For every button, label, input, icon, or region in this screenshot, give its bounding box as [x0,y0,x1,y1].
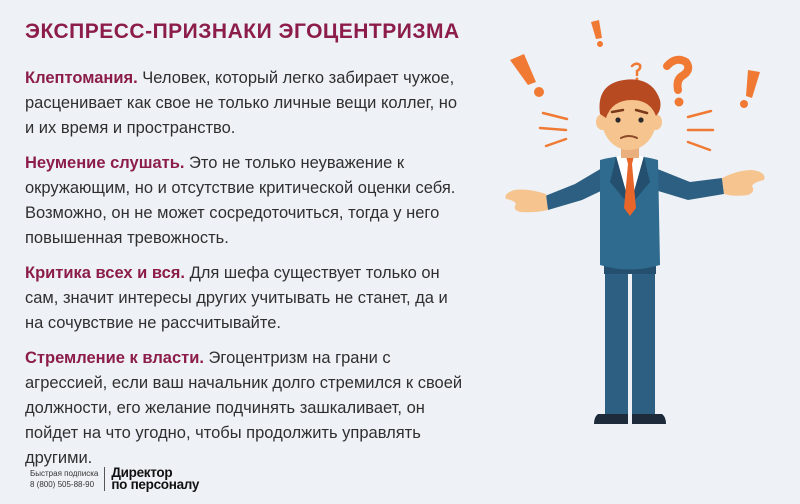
sign-item [25,261,465,336]
exclamation-top [591,20,602,39]
sign-heading: Клептомания. [25,69,138,87]
sign-text: Это не только неуважение к окружающим, но и отсутствие критической оценки себя. Возможно, он не может сосредоточиться, тогда у него повышенная тревожность. [25,154,456,247]
footer-divider [104,467,105,491]
shoes [594,414,666,424]
subscription-info [30,468,98,490]
sign-list [25,66,465,481]
subscription-label: Быстрая подписка [30,469,99,478]
question-big [667,60,688,90]
brand-line-2: по персоналу [111,477,200,492]
confused-businessman-icon [490,0,800,504]
footer [30,467,199,491]
subscription-phone: 8 (800) 505-88-90 [30,480,95,489]
sign-text: Эгоцентризм на грани с агрессией, если ваш начальник долго стремился к своей должности, его желание подчинять зашкаливает, он пойдет на что угодно, чтобы продолжить управлять другими. [25,349,463,467]
brand-line-1: Директор [111,465,173,480]
sign-text: Человек, который легко забирает чужое, расценивает как свое не только личные вещи коллег, но и их время и пространство. [25,69,458,137]
page-title: ЭКСПРЕСС-ПРИЗНАКИ ЭГОЦЕНТРИЗМА [25,20,460,43]
brand-logo [111,467,199,491]
sign-item [25,66,465,141]
sign-heading: Стремление к власти. [25,349,204,367]
question-big-dot [675,98,684,107]
exclamation-top-dot [597,41,603,47]
exclamation-left [510,54,536,85]
exclamation-right-dot [740,100,748,108]
exclamation-right [746,70,760,98]
sign-heading: Критика всех и вся. [25,264,186,282]
sign-text: Для шефа существует только он сам, значит интересы других учитывать не станет, да и на сочувствие не рассчитывайте. [25,264,448,332]
legs [605,262,655,414]
sign-item [25,346,465,471]
exclamation-left-dot [534,87,544,97]
sign-item [25,151,465,251]
question-small [632,64,640,75]
sign-heading: Неумение слушать. [25,154,185,172]
